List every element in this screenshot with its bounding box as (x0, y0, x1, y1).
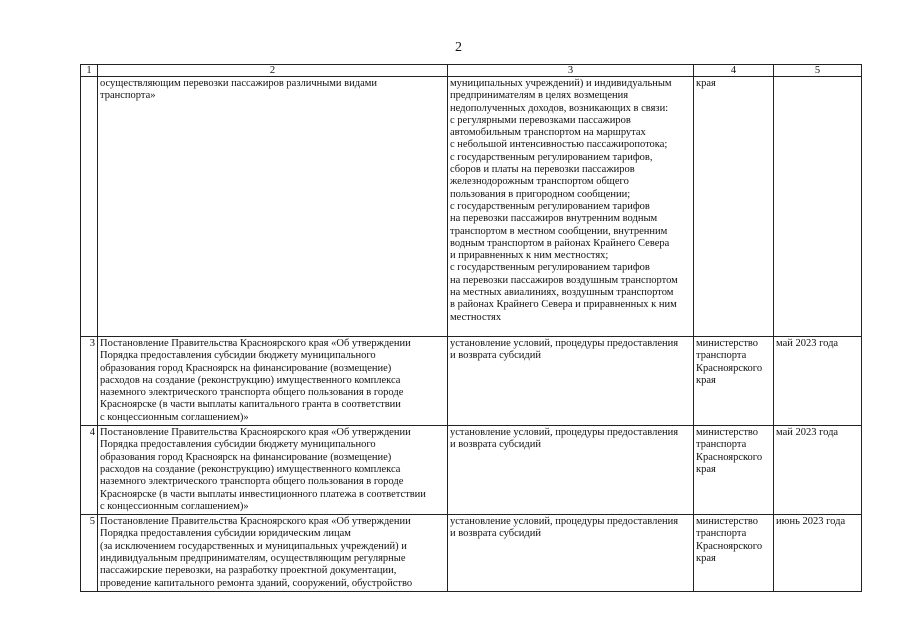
column-header-name: 2 (98, 65, 448, 77)
column-header-date: 5 (774, 65, 862, 77)
document-content: установление условий, процедуры предоставления и возврата субсидий (448, 515, 694, 592)
document-name: Постановление Правительства Красноярского края «Об утверждении Порядка предоставления субсидии юридическим лицам (за исключением государственных и муниципальных учреждений) и индивидуальным предпринимателям, осуществляющим регулярные пассажирские перевозки, на разработку проектной документации, проведение капитального ремонта зданий, сооружений, обустройство (98, 515, 448, 592)
plan-table (80, 64, 862, 592)
responsible-body: министерство транспорта Красноярского края (694, 426, 774, 515)
table-row (81, 515, 862, 592)
document-name: осуществляющим перевозки пассажиров различными видами транспорта» (98, 77, 448, 337)
deadline: июнь 2023 года (774, 515, 862, 592)
row-number: 3 (81, 337, 98, 426)
column-header-content: 3 (448, 65, 694, 77)
document-name: Постановление Правительства Красноярского края «Об утверждении Порядка предоставления субсидии бюджету муниципального образования город Красноярск на финансирование (возмещение) расходов на создание (реконструкцию) имущественного комплекса наземного электрического транспорта общего пользования в городе Красноярске (в части выплаты инвестиционного платежа в соответствии с концессионным соглашением)» (98, 426, 448, 515)
column-header-responsible: 4 (694, 65, 774, 77)
row-number (81, 77, 98, 337)
document-content: установление условий, процедуры предоставления и возврата субсидий (448, 426, 694, 515)
document-content: установление условий, процедуры предоставления и возврата субсидий (448, 337, 694, 426)
responsible-body: министерство транспорта Красноярского края (694, 337, 774, 426)
row-number: 5 (81, 515, 98, 592)
document-name: Постановление Правительства Красноярского края «Об утверждении Порядка предоставления субсидии бюджету муниципального образования город Красноярск на финансирование (возмещение) расходов на создание (реконструкцию) имущественного комплекса наземного электрического транспорта общего пользования в городе Красноярске (в части выплаты капитального гранта в соответствии с концессионным соглашением)» (98, 337, 448, 426)
page-number: 2 (455, 40, 462, 55)
column-header-number: 1 (81, 65, 98, 77)
deadline: май 2023 года (774, 426, 862, 515)
table-row (81, 337, 862, 426)
table-header-row (81, 65, 862, 77)
table-row (81, 426, 862, 515)
table-row (81, 77, 862, 337)
responsible-body: края (694, 77, 774, 337)
row-number: 4 (81, 426, 98, 515)
document-content: муниципальных учреждений) и индивидуальным предпринимателям в целях возмещения недополученных доходов, возникающих в связи: с регулярными перевозками пассажиров автомобильным транспортом на маршрутах с небольшой интенсивностью пассажиропотока; с государственным регулированием тарифов, сборов и платы на перевозки пассажиров железнодорожным транспортом общего пользования в пригородном сообщении; с государственным регулированием тарифов на перевозки пассажиров внутренним водным транспортом в местном сообщении, внутренним водным транспортом в районах Крайнего Севера и приравненных к ним местностях; с государственным регулированием тарифов на перевозки пассажиров воздушным транспортом на местных авиалиниях, воздушным транспортом в районах Крайнего Севера и приравненных к ним местностях (448, 77, 694, 337)
deadline (774, 77, 862, 337)
responsible-body: министерство транспорта Красноярского края (694, 515, 774, 592)
deadline: май 2023 года (774, 337, 862, 426)
